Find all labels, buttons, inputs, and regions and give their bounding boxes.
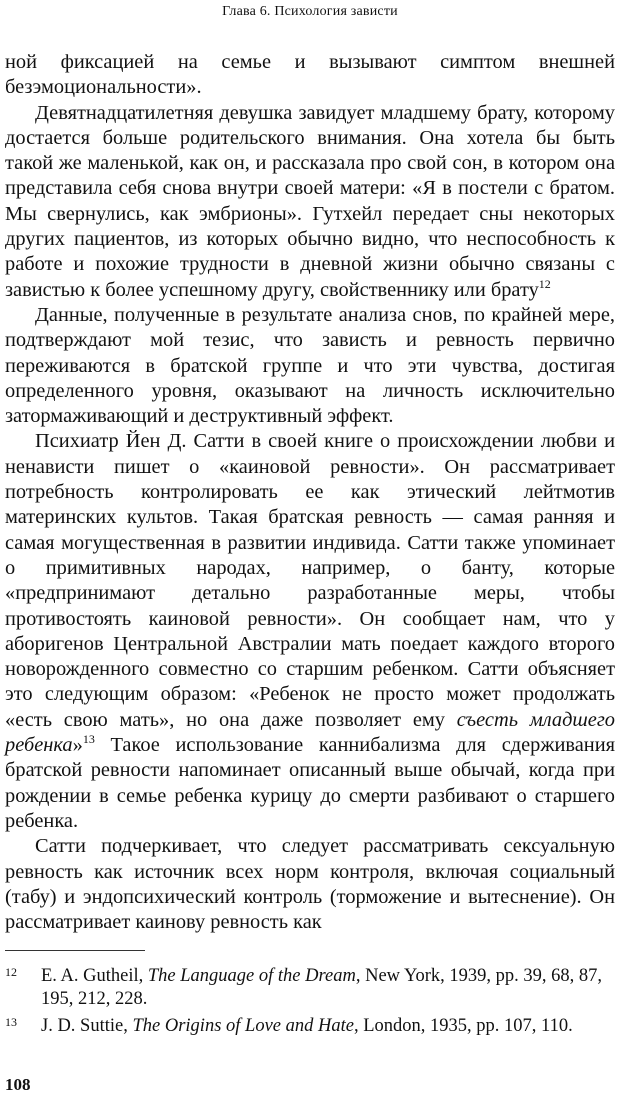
paragraph-4-italic: съесть младшего ребенка <box>5 708 615 757</box>
footnote-number: 12 <box>5 965 17 979</box>
paragraph-4 <box>5 429 615 834</box>
footnote-ref-12: 12 <box>538 276 551 291</box>
footnote-title: The Origins of Love and Hate <box>132 1016 354 1036</box>
paragraph-4-tail: Такое использование каннибализма для сдерживания братской ревности напоминает описанный выше обычай, когда при рождении в семье ребенка курицу до смерти разбивают о старшего ребенка. <box>5 734 615 832</box>
footnote-author: J. D. Suttie, <box>41 1016 133 1036</box>
footnote-title: The Language of the Dream <box>147 966 356 986</box>
paragraph-2 <box>5 101 615 303</box>
page-number: 108 <box>5 1075 31 1094</box>
paragraph-5: Сатти подчеркивает, что следует рассматривать сексуальную ревность как источник всех норм контроля, включая социальный (табу) и эндопсихический контроль (торможение и вытеснение). Он рассматривает каинову ревность как <box>5 835 615 934</box>
footnotes <box>5 965 615 1042</box>
footnote-text <box>41 965 615 1011</box>
body-text <box>5 50 615 935</box>
paragraph-4-quote-close: » <box>72 734 83 757</box>
paragraph-1: ной фиксацией на семье и вызывают симптом внешней безэмоциональности». <box>5 51 615 99</box>
running-header: Глава 6. Психология зависти <box>222 4 398 19</box>
footnote-divider <box>5 950 145 951</box>
footnote-details: , New York, 1939, pp. 39, 68, 87, 195, 212, 228. <box>41 966 602 1009</box>
footnote-13 <box>5 1015 615 1038</box>
paragraph-2-text: Девятнадцатилетняя девушка завидует младшему брату, которому достается больше родительского внимания. Она хотела бы быть такой же маленькой, как он, и рассказала про свой сон, в котором она представила себя снова внутри своей матери: «Я в постели с братом. Мы свернулись, как эмбрионы». Гутхейл передает сны некоторых других пациентов, из которых обычно видно, что неспособность к работе и похожие трудности в дневной жизни обычно связаны с завистью к более успешному другу, свойственнику или брату <box>5 101 615 301</box>
footnote-text <box>41 1015 615 1038</box>
footnote-number: 13 <box>5 1015 17 1029</box>
paragraph-3: Данные, полученные в результате анализа снов, по крайней мере, подтверждают мой тезис, что зависть и ревность первично переживаются в братской группе и что эти чувства, достигая определенного уровня, оказывают на личность исключительно затормаживающий и деструктивный эффект. <box>5 303 615 428</box>
footnote-details: , London, 1935, pp. 107, 110. <box>353 1016 573 1036</box>
footnote-12 <box>5 965 615 1011</box>
paragraph-4-text: Психиатр Йен Д. Сатти в своей книге о происхождении любви и ненависти пишет о «каиновой ревности». Он рассматривает потребность контролировать ее как этический лейтмотив материнских культов. Такая братская ревность — самая ранняя и самая могущественная в развитии индивида. Сатти также упоминает о примитивных народах, например, о банту, которые «предпринимают детально разработанные меры, чтобы противостоять каиновой ревности». Он сообщает нам, что у аборигенов Центральной Австралии мать поедает каждого второго новорожденного совместно со старшим ребенком. Сатти объясняет это следующим образом: «Ребенок не просто может продолжать «есть свою мать», но она даже позволяет ему <box>5 430 615 731</box>
footnote-author: E. A. Gutheil, <box>41 966 148 986</box>
footnote-ref-13: 13 <box>82 732 95 747</box>
